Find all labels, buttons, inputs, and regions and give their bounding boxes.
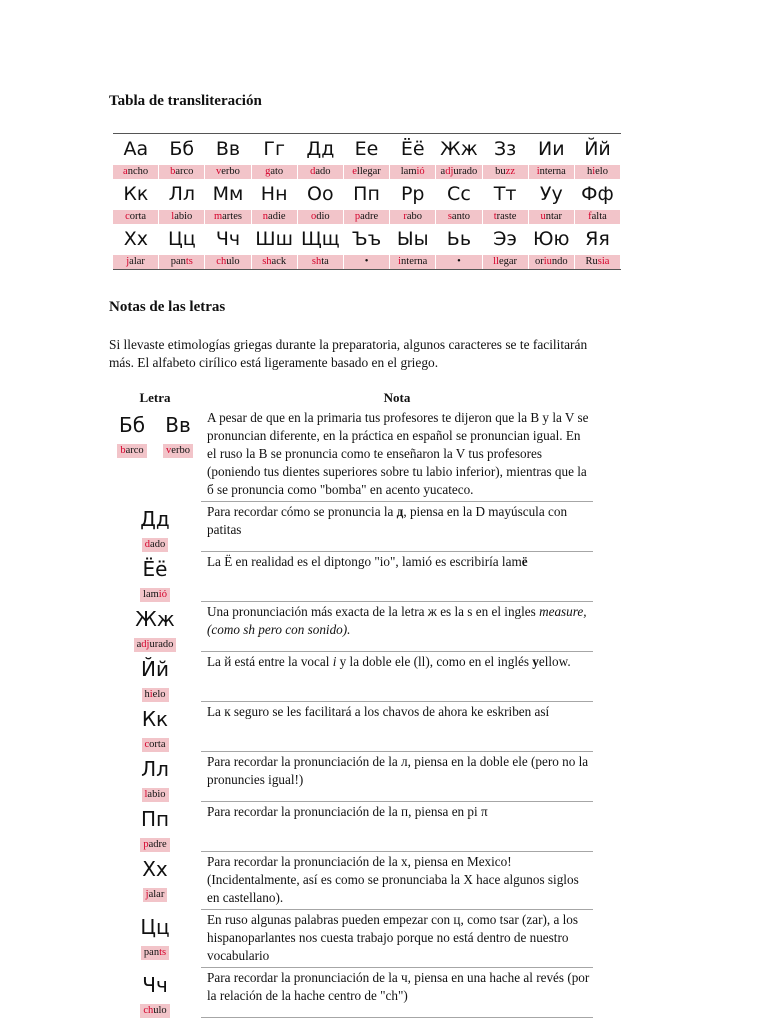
example-word-part: alar (129, 256, 145, 267)
note-letter-cell (109, 910, 201, 968)
header-letra: Letra (139, 390, 171, 405)
note-text (201, 802, 593, 852)
example-word-part: abio (147, 788, 166, 800)
cyrillic-letter: Бб (159, 134, 205, 166)
note-text-segment: Para recordar cómo se pronuncia la (207, 504, 397, 519)
note-example-word (142, 788, 169, 802)
example-word-highlight: c (125, 211, 130, 222)
note-row (109, 408, 593, 502)
note-text-segment: Para recordar la pronunciación de la п, piensa en pi π (207, 804, 488, 819)
note-example-word (117, 444, 146, 458)
example-word-part: orta (129, 211, 147, 222)
example-word-part: orta (149, 738, 166, 750)
cyrillic-letter: Йй (574, 134, 620, 166)
cyrillic-letter: Яя (585, 228, 610, 250)
example-word-part: a (440, 166, 446, 177)
example-word-part: ato (270, 166, 284, 177)
example-word (390, 165, 436, 179)
example-word-part: pan (170, 256, 186, 267)
example-word-highlight: p (143, 838, 149, 850)
notes-title: Notas de las letras (109, 299, 226, 315)
example-word (343, 255, 389, 270)
example-word (251, 255, 297, 270)
example-word-part: ntar (545, 211, 563, 222)
example-word-part: ncho (127, 166, 149, 177)
example-word-highlight: sh (311, 256, 322, 267)
example-word-part: • (457, 256, 461, 267)
note-example-word (141, 946, 169, 960)
example-word (436, 255, 482, 270)
example-word-highlight: sia (597, 256, 610, 267)
example-word (159, 165, 205, 179)
note-letter-cell (109, 968, 201, 1018)
letter-row (113, 179, 621, 210)
example-word-highlight: o (311, 211, 317, 222)
example-word-highlight: i (536, 166, 540, 177)
example-word-part: ack (271, 256, 287, 267)
cyrillic-letter: Гг (251, 134, 297, 166)
note-letter-cell (109, 502, 201, 552)
cyrillic-letter: Аа (113, 134, 159, 166)
note-letter: Кк (141, 706, 169, 731)
example-word-part: erbo (221, 166, 240, 177)
note-text-segment: Para recordar la pronunciación de la х, piensa en Mexico! (Incidentalmente, así es como se pronunciaba la X hace algunos siglos en castellano). (207, 854, 579, 905)
example-word-part: lam (143, 588, 159, 600)
example-word-part: adre (360, 211, 379, 222)
note-letter-cell (109, 802, 201, 852)
example-word-part: ulo (226, 256, 240, 267)
note-row (109, 702, 593, 752)
notes-header-row (109, 390, 593, 408)
cyrillic-letter: Мм (212, 183, 244, 205)
example-row (113, 255, 621, 270)
example-word-part: anto (451, 211, 470, 222)
example-word (343, 210, 389, 224)
example-word-part: pan (143, 946, 160, 958)
cyrillic-letter: Цц (167, 228, 196, 250)
note-text-segment: En ruso algunas palabras pueden empezar con ц, como tsar (zar), a los hispanoparlantes nos cuesta trabajo porque no está dentro de nuestro vocabulario (207, 912, 579, 963)
note-text (201, 502, 593, 552)
note-text (201, 910, 593, 968)
note-text-segment: measure, (como sh pero con sonido). (207, 604, 587, 637)
example-word (205, 210, 251, 224)
example-word-part: lam (400, 166, 417, 177)
example-word (251, 210, 297, 224)
note-row (109, 652, 593, 702)
example-word (528, 210, 574, 224)
example-word (436, 210, 482, 224)
example-word-highlight: i (592, 166, 596, 177)
example-word (113, 165, 159, 179)
cyrillic-letter: Чч (215, 228, 241, 250)
note-row (109, 802, 593, 852)
example-word-highlight: dj (141, 638, 150, 650)
example-word-part: ndo (551, 256, 568, 267)
example-word-highlight: v (166, 445, 172, 456)
example-word-highlight: m (213, 211, 223, 222)
note-letter-cell (109, 852, 201, 910)
note-text-segment: д (396, 504, 404, 519)
note-row (109, 502, 593, 552)
note-text-segment: Para recordar la pronunciación de la ч, piensa en una hache al revés (por la relación de la hache centro de "ch") (207, 970, 590, 1003)
note-example-word (143, 888, 168, 902)
note-text-segment: La Ё en realidad es el diptongo "io", lamió es escribiría lam (207, 554, 522, 569)
example-word-highlight: ts (185, 256, 193, 267)
example-word-part: h (586, 166, 593, 177)
cyrillic-letter: Нн (260, 183, 288, 205)
note-row (109, 552, 593, 602)
example-word-highlight: t (493, 211, 497, 222)
cyrillic-letter: Ьь (446, 228, 472, 250)
cyrillic-letter: Вв (205, 134, 251, 166)
example-word-part: alar (148, 888, 165, 900)
note-text (201, 968, 593, 1018)
example-word (482, 210, 528, 224)
example-word (297, 210, 343, 224)
example-word-highlight: sh (262, 256, 272, 267)
example-word-highlight: iu (543, 256, 552, 267)
note-text (201, 852, 593, 910)
note-row (109, 968, 593, 1018)
example-word (436, 165, 482, 179)
example-word-part: a (136, 638, 142, 650)
example-word-highlight: d (310, 166, 316, 177)
example-word-highlight: p (354, 211, 361, 222)
example-word-part: erbo (171, 445, 190, 456)
note-text-segment: ё (521, 554, 528, 569)
note-text-segment: Una pronunciación más exacta de la letra ж es la s en el ingles (207, 604, 540, 619)
note-example-word (142, 538, 168, 552)
note-letter: Цц (140, 914, 170, 939)
example-word (574, 165, 620, 179)
note-letter: Вв (165, 413, 191, 437)
example-word-part: arco (175, 166, 194, 177)
example-word-highlight: b (170, 166, 176, 177)
note-letter-cell (109, 408, 155, 502)
example-word-highlight: a (123, 166, 128, 177)
example-word-highlight: ió (416, 166, 425, 177)
example-word-part: urado (453, 166, 478, 177)
note-example-word (142, 688, 169, 702)
cyrillic-letter: Дд (297, 134, 343, 166)
example-word-highlight: b (120, 445, 126, 456)
example-word (528, 165, 574, 179)
note-text-segment: y la doble ele (ll), como en el inglés (336, 654, 533, 669)
example-word (205, 255, 251, 270)
letter-notes-table (109, 390, 593, 1018)
example-word-part: h (144, 688, 150, 700)
example-word (390, 210, 436, 224)
example-word-part: dio (316, 211, 330, 222)
note-text (201, 552, 593, 602)
example-word-highlight: v (216, 166, 222, 177)
cyrillic-letter: Кк (123, 183, 149, 205)
example-word-highlight: i (398, 256, 402, 267)
example-word-part: elo (152, 688, 166, 700)
example-word (574, 255, 620, 270)
note-text-segment: i (332, 654, 337, 669)
example-word-part: raste (496, 211, 517, 222)
example-word-highlight: j (145, 888, 149, 900)
example-word-part: or (534, 256, 544, 267)
example-word (482, 255, 528, 270)
example-word-part: Ru (585, 256, 598, 267)
example-word-part: llegar (356, 166, 381, 177)
example-word-highlight: ts (159, 946, 167, 958)
cyrillic-letter: Зз (482, 134, 528, 166)
cyrillic-letter: Сс (447, 183, 471, 205)
example-word (113, 210, 159, 224)
note-text-segment: A pesar de que en la primaria tus profesores te dijeron que la B y la V se pronuncian diferente, en la práctica en español se pronuncian igual. En el ruso la B se pronuncia como te enseñaron la V tus profesores (poniendo tus dientes superiores sobre tu labio inferior), mientras que la б se pronuncia como "bomba" en acento yucateco. (207, 410, 589, 497)
example-word-part: ulo (153, 1004, 167, 1016)
note-text-segment: Para recordar la pronunciación de la л, piensa en la doble ele (pero no la pronuncies igual!) (207, 754, 589, 787)
note-text (201, 602, 593, 652)
example-word-part: arco (125, 445, 144, 456)
note-letter-cell (109, 602, 201, 652)
transliteration-table (113, 133, 621, 270)
example-word-part: ta (321, 256, 329, 267)
letter-row (113, 134, 621, 166)
example-word-highlight: r (403, 211, 407, 222)
letter-row (113, 224, 621, 255)
example-word-part: bu (495, 166, 506, 177)
example-word-part: ado (315, 166, 331, 177)
note-letter-cell (109, 752, 201, 802)
example-word (205, 165, 251, 179)
example-row (113, 165, 621, 179)
example-word-part: artes (222, 211, 242, 222)
note-letter: Дд (140, 506, 170, 531)
cyrillic-letter: Ээ (493, 228, 517, 250)
example-word-highlight: d (144, 538, 151, 550)
cyrillic-letter: Лл (168, 183, 195, 205)
example-word-highlight: s (447, 211, 452, 222)
note-example-word (134, 638, 177, 652)
note-text-segment: La й está entre la vocal (207, 654, 333, 669)
example-word-highlight: c (144, 738, 150, 750)
example-word (390, 255, 436, 270)
cyrillic-letter: Пп (353, 183, 380, 205)
example-word-part: adie (268, 211, 286, 222)
example-word (528, 255, 574, 270)
note-text-segment: ellow. (538, 654, 571, 669)
note-letter: Хх (142, 856, 168, 881)
example-word-part: egar (498, 256, 518, 267)
note-text-segment: , piensa en la D mayúscula con patitas (207, 504, 568, 537)
example-word-highlight: ió (158, 588, 167, 600)
note-letter: Лл (141, 756, 169, 781)
cyrillic-letter: Ёё (390, 134, 436, 166)
note-letter: Пп (140, 806, 170, 831)
example-word (297, 165, 343, 179)
cyrillic-letter: Рр (400, 183, 425, 205)
note-letter-cell (109, 652, 201, 702)
example-word-highlight: ll (493, 256, 499, 267)
example-word-highlight: l (144, 788, 148, 800)
example-word (159, 255, 205, 270)
note-example-word (140, 588, 170, 602)
example-word-part: nterna (401, 256, 428, 267)
example-word-highlight: g (265, 166, 271, 177)
example-word-highlight: e (352, 166, 357, 177)
example-word-highlight: dj (445, 166, 454, 177)
intro-paragraph: Si llevaste etimologías griegas durante la preparatoria, algunos caracteres se te facilitarán más. El alfabeto cirílico está ligeramente basado en el griego. (109, 337, 588, 370)
cyrillic-letter: Жж (436, 134, 482, 166)
cyrillic-letter: Хх (123, 228, 148, 250)
example-word-highlight: i (149, 688, 153, 700)
example-word (482, 165, 528, 179)
example-word (574, 210, 620, 224)
example-word-highlight: j (126, 256, 130, 267)
example-word (159, 210, 205, 224)
note-text (201, 752, 593, 802)
note-letter-cell (109, 552, 201, 602)
example-word-highlight: l (171, 211, 175, 222)
note-text (201, 652, 593, 702)
cyrillic-letter: Ии (528, 134, 574, 166)
table-title: Tabla de transliteración (109, 93, 262, 109)
example-word-part: ado (150, 538, 166, 550)
example-word (297, 255, 343, 270)
note-text (201, 408, 593, 502)
note-example-word (140, 1004, 169, 1018)
cyrillic-letter: Фф (581, 183, 614, 205)
cyrillic-letter: Уу (539, 183, 563, 205)
example-word-highlight: zz (505, 166, 515, 177)
cyrillic-letter: Ыы (396, 228, 429, 250)
note-text (201, 702, 593, 752)
example-word-part: nterna (539, 166, 566, 177)
cyrillic-letter: Оо (307, 183, 334, 205)
example-word-highlight: u (540, 211, 546, 222)
note-text-segment: y (532, 654, 539, 669)
example-word-highlight: ch (143, 1004, 154, 1016)
example-word-part: elo (595, 166, 608, 177)
cyrillic-letter: Шш (255, 228, 293, 250)
cyrillic-letter: Щщ (301, 228, 340, 250)
note-row (109, 602, 593, 652)
note-row (109, 910, 593, 968)
example-word-part: abo (406, 211, 423, 222)
cyrillic-letter: Ее (343, 134, 389, 166)
example-word-highlight: ch (216, 256, 227, 267)
example-word-part: abio (174, 211, 193, 222)
example-row (113, 210, 621, 224)
note-row (109, 752, 593, 802)
note-example-word (142, 738, 169, 752)
example-word-part: adre (148, 838, 167, 850)
example-word-part: urado (149, 638, 174, 650)
example-word (113, 255, 159, 270)
cyrillic-letter: Ъъ (351, 228, 382, 250)
example-word-highlight: f (588, 211, 592, 222)
note-letter: Ёё (142, 556, 168, 581)
note-letter: Бб (118, 413, 146, 437)
example-word-highlight: n (262, 211, 269, 222)
note-example-word (163, 444, 193, 458)
example-word-part: alta (591, 211, 607, 222)
note-letter: Йй (141, 656, 169, 681)
note-letter-cell (155, 408, 201, 502)
cyrillic-letter: Юю (533, 228, 570, 250)
note-row (109, 852, 593, 910)
note-letter: Жж (135, 606, 175, 631)
example-word (343, 165, 389, 179)
header-nota: Nota (383, 390, 411, 405)
note-letter-cell (109, 702, 201, 752)
example-word (251, 165, 297, 179)
cyrillic-letter: Тт (493, 183, 517, 205)
note-letter: Чч (142, 972, 168, 997)
note-example-word (140, 838, 169, 852)
note-text-segment: La к seguro se les facilitará a los chavos de ahora ke eskriben así (207, 704, 550, 719)
example-word-part: • (364, 256, 369, 267)
